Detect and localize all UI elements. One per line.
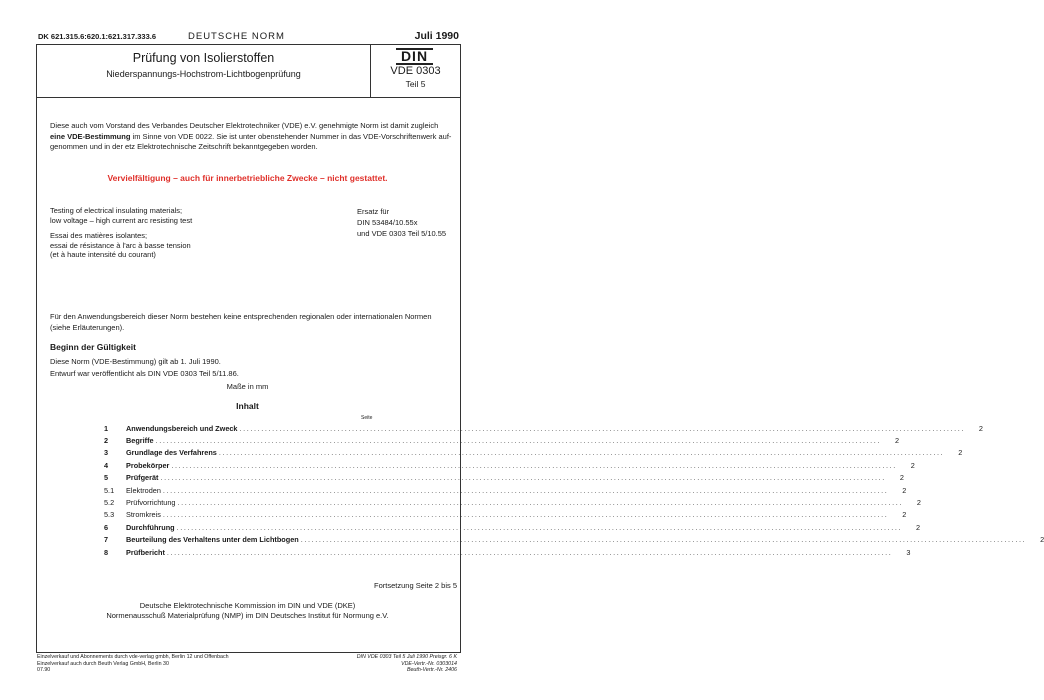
validity-line-1: Diese Norm (VDE-Bestimmung) gilt ab 1. Juli 1990. bbox=[50, 357, 221, 366]
publication-date: Juli 1990 bbox=[414, 30, 459, 42]
replacement-vde: und VDE 0303 Teil 5/10.55 bbox=[357, 229, 447, 238]
toc-leader-dots: ........................................................................................................................................................................................................ bbox=[239, 423, 965, 433]
part-number: Teil 5 bbox=[405, 79, 426, 89]
intro-paragraph bbox=[50, 121, 460, 153]
toc-number: 5 bbox=[104, 473, 109, 483]
copy-warning: Vervielfältigung – auch für innerbetriebliche Zwecke – nicht gestattet. bbox=[107, 173, 388, 183]
units-note: Maße in mm bbox=[226, 382, 269, 391]
toc-title: Anwendungsbereich und Zweck bbox=[126, 423, 238, 433]
english-title-line-2: low voltage – high current arc resisting test bbox=[50, 215, 193, 225]
toc-row bbox=[104, 509, 907, 521]
toc-title: Begriffe bbox=[126, 436, 154, 446]
toc-row bbox=[104, 447, 963, 459]
toc-heading: Inhalt bbox=[236, 401, 259, 411]
toc-leader-dots: ........................................................................................................................................................................................................ bbox=[166, 547, 893, 557]
validity-heading: Beginn der Gültigkeit bbox=[50, 342, 136, 352]
toc-title: Prüfbericht bbox=[126, 547, 165, 557]
footer-right bbox=[357, 654, 457, 674]
intro-line-2-rest: im Sinne von VDE 0022. Sie ist unter obenstehender Nummer in das VDE-Vorschriftenwerk auf- bbox=[130, 131, 452, 141]
toc-number: 5.2 bbox=[104, 498, 115, 508]
scope-paragraph bbox=[50, 312, 460, 333]
document-title: Prüfung von Isolierstoffen bbox=[132, 51, 275, 65]
footer-left bbox=[37, 654, 229, 674]
toc-number: 2 bbox=[104, 436, 109, 446]
replacement-info bbox=[357, 206, 446, 239]
toc-page-number: 2 bbox=[916, 522, 921, 532]
toc-page-number: 2 bbox=[902, 485, 907, 495]
committee-line-2: Normenausschuß Materialprüfung (NMP) im DIN Deutsches Institut für Normung e.V. bbox=[106, 611, 389, 620]
toc-title: Prüfgerät bbox=[126, 473, 159, 483]
toc-title: Stromkreis bbox=[126, 510, 161, 520]
replacement-din: DIN 53484/10.55x bbox=[357, 218, 418, 227]
toc-page-number: 2 bbox=[894, 436, 900, 446]
footer-left-line-3: 07.90 bbox=[37, 667, 51, 674]
toc-page-column-label: Seite bbox=[361, 415, 373, 421]
toc-leader-dots: ........................................................................................................................................................................................................ bbox=[176, 522, 903, 532]
scope-line-1: Für den Anwendungsbereich dieser Norm bestehen keine entsprechenden regionalen oder internationalen Normen bbox=[50, 312, 432, 321]
intro-line-3: genommen und in der etz Elektrotechnische Zeitschrift bekanntgegeben worden. bbox=[50, 142, 318, 151]
toc-number: 7 bbox=[104, 535, 109, 545]
toc-row bbox=[104, 472, 904, 484]
toc-number: 8 bbox=[104, 547, 109, 557]
toc-row bbox=[104, 459, 915, 471]
toc-page-number: 2 bbox=[916, 498, 921, 508]
toc-number: 1 bbox=[104, 423, 109, 433]
vde-number: VDE 0303 bbox=[390, 65, 441, 77]
english-title bbox=[50, 206, 192, 225]
toc-row bbox=[104, 484, 907, 496]
toc-leader-dots: ........................................................................................................................................................................................................ bbox=[162, 510, 889, 520]
table-of-contents bbox=[104, 422, 1044, 558]
toc-leader-dots: ........................................................................................................................................................................................................ bbox=[218, 448, 945, 458]
validity-line-2: Entwurf war veröffentlicht als DIN VDE 0303 Teil 5/11.86. bbox=[50, 369, 239, 378]
footer-right-line-1: DIN VDE 0303 Teil 5 Juli 1990 Preisgr. 6 K bbox=[356, 654, 457, 660]
toc-page-number: 2 bbox=[902, 510, 907, 520]
toc-title: Probekörper bbox=[126, 460, 170, 470]
toc-page-number: 2 bbox=[1040, 535, 1044, 545]
intro-line-2 bbox=[50, 132, 460, 143]
toc-number: 4 bbox=[104, 460, 109, 470]
replacement-label: Ersatz für bbox=[357, 207, 390, 216]
header-box bbox=[36, 44, 461, 98]
toc-row bbox=[104, 434, 900, 446]
toc-number: 6 bbox=[104, 522, 109, 532]
intro-line-1: Diese auch vom Vorstand des Verbandes Deutscher Elektrotechniker (VDE) e.V. genehmigte Norm ist damit zugleich bbox=[50, 121, 439, 130]
footer-right-line-2: VDE-Vertr.-Nr. 0303014 bbox=[401, 660, 457, 667]
french-title-line-3: (et à haute intensité du courant) bbox=[50, 250, 156, 259]
din-logo: DIN bbox=[396, 48, 433, 65]
toc-row bbox=[104, 534, 1044, 546]
committee-line-1: Deutsche Elektrotechnische Kommission im DIN und VDE (DKE) bbox=[139, 601, 356, 610]
toc-page-number: 2 bbox=[910, 460, 915, 470]
toc-number: 3 bbox=[104, 448, 109, 458]
english-title-line-1: Testing of electrical insulating materials; bbox=[50, 206, 183, 215]
committee-info bbox=[0, 601, 495, 621]
toc-row bbox=[104, 521, 921, 533]
toc-page-number: 2 bbox=[899, 473, 904, 483]
toc-row bbox=[104, 496, 921, 508]
validity-text bbox=[50, 356, 239, 380]
toc-page-number: 2 bbox=[978, 423, 983, 433]
french-title-line-2: essai de résistance à l'arc à basse tension bbox=[50, 240, 191, 250]
toc-leader-dots: ........................................................................................................................................................................................................ bbox=[162, 485, 889, 495]
toc-title: Grundlage des Verfahrens bbox=[126, 448, 217, 458]
toc-leader-dots: ........................................................................................................................................................................................................ bbox=[155, 436, 882, 446]
dk-number: DK 621.315.6:620.1:621.317.333.6 bbox=[38, 32, 157, 41]
toc-leader-dots: ........................................................................................................................................................................................................ bbox=[300, 535, 1027, 545]
toc-page-number: 2 bbox=[958, 448, 963, 458]
french-title-line-1: Essai des matières isolantes; bbox=[50, 231, 148, 240]
toc-title: Prüfvorrichtung bbox=[126, 498, 176, 508]
toc-leader-dots: ........................................................................................................................................................................................................ bbox=[160, 473, 886, 483]
toc-leader-dots: ........................................................................................................................................................................................................ bbox=[171, 460, 897, 470]
toc-leader-dots: ........................................................................................................................................................................................................ bbox=[177, 498, 903, 508]
toc-number: 5.1 bbox=[104, 485, 115, 495]
toc-title: Elektroden bbox=[126, 485, 161, 495]
toc-number: 5.3 bbox=[104, 510, 115, 520]
toc-title: Durchführung bbox=[126, 522, 175, 532]
footer-right-line-3: Beuth-Vertr.-Nr. 2406 bbox=[406, 667, 457, 674]
footer-left-line-1: Einzelverkauf und Abonnements durch vde-verlag gmbh, Berlin 12 und Offenbach bbox=[37, 654, 229, 660]
continuation-note: Fortsetzung Seite 2 bis 5 bbox=[374, 581, 457, 590]
norm-label: DEUTSCHE NORM bbox=[188, 31, 285, 42]
french-title bbox=[50, 231, 191, 260]
scope-line-2: (siehe Erläuterungen). bbox=[50, 322, 125, 332]
document-subtitle: Niederspannungs-Hochstrom-Lichtbogenprüfung bbox=[106, 69, 301, 79]
toc-row bbox=[104, 546, 911, 558]
footer-left-line-2: Einzelverkauf auch durch Beuth Verlag GmbH, Berlin 30 bbox=[37, 660, 169, 667]
vde-bestimmung-emphasis: eine VDE-Bestimmung bbox=[50, 131, 131, 141]
toc-title: Beurteilung des Verhaltens unter dem Lichtbogen bbox=[126, 535, 299, 545]
toc-row bbox=[104, 422, 983, 434]
toc-page-number: 3 bbox=[906, 547, 911, 557]
